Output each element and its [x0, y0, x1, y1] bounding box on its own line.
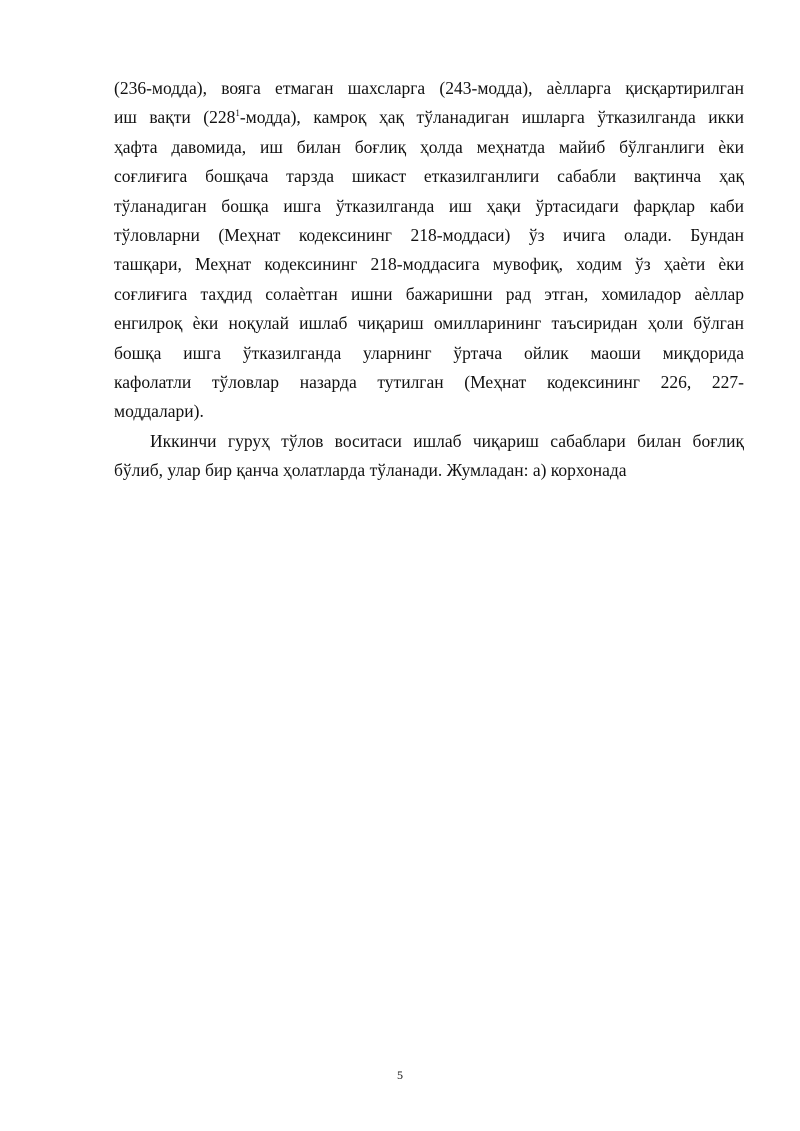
paragraph-1-line: тўловларни (Меҳнат кодексининг 218-моддаси) ўз ичига олади. Бундан	[114, 225, 744, 246]
line-prefix: иш вақти (228	[114, 107, 236, 128]
page-number: 5	[397, 1068, 403, 1082]
paragraph-1-line: моддалари).	[114, 401, 204, 422]
paragraph-1-line: бошқа ишга ўтказилганда уларнинг ўртача ойлик маоши миқдорида	[114, 342, 744, 363]
paragraph-1-line: (236-модда), вояга етмаган шахсларга (243-модда), аѐлларга қисқартирилган	[114, 78, 744, 98]
paragraph-1	[114, 74, 744, 427]
paragraph-1-line: соғлиғига бошқача тарзда шикаст етказилганлиги сабабли вақтинча ҳақ	[114, 166, 744, 187]
footnote-superscript: 1	[235, 108, 240, 119]
paragraph-1-line: ташқари, Меҳнат кодексининг 218-моддасига мувофиқ, ходим ўз ҳаѐти ѐки	[114, 254, 744, 275]
paragraph-1-line: тўланадиган бошқа ишга ўтказилганда иш ҳақи ўртасидаги фарқлар каби	[114, 195, 744, 216]
paragraph-2-line: бўлиб, улар бир қанча ҳолатларда тўланади. Жумладан: а) корхонада	[114, 460, 627, 481]
paragraph-1-line: кафолатли тўловлар назарда тутилган (Меҳнат кодексининг 226, 227-	[114, 372, 744, 393]
paragraph-2	[114, 427, 744, 486]
paragraph-1-line: соғлиғига таҳдид солаѐтган ишни бажаришни рад этган, хомиладор аѐллар	[114, 283, 744, 304]
paragraph-1-line: ҳафта давомида, иш билан боғлиқ ҳолда меҳнатда майиб бўлганлиги ѐки	[114, 136, 744, 157]
line-rest: -модда), камроқ ҳақ тўланадиган ишларга ўтказилганда икки	[239, 107, 745, 128]
body-text	[114, 74, 744, 486]
paragraph-1-line	[114, 103, 744, 132]
paragraph-1-line: енгилроқ ѐки ноқулай ишлаб чиқариш омилларининг таъсиридан ҳоли бўлган	[114, 313, 744, 334]
paragraph-2-line: Иккинчи гуруҳ тўлов воситаси ишлаб чиқариш сабаблари билан боғлиқ	[150, 430, 744, 451]
